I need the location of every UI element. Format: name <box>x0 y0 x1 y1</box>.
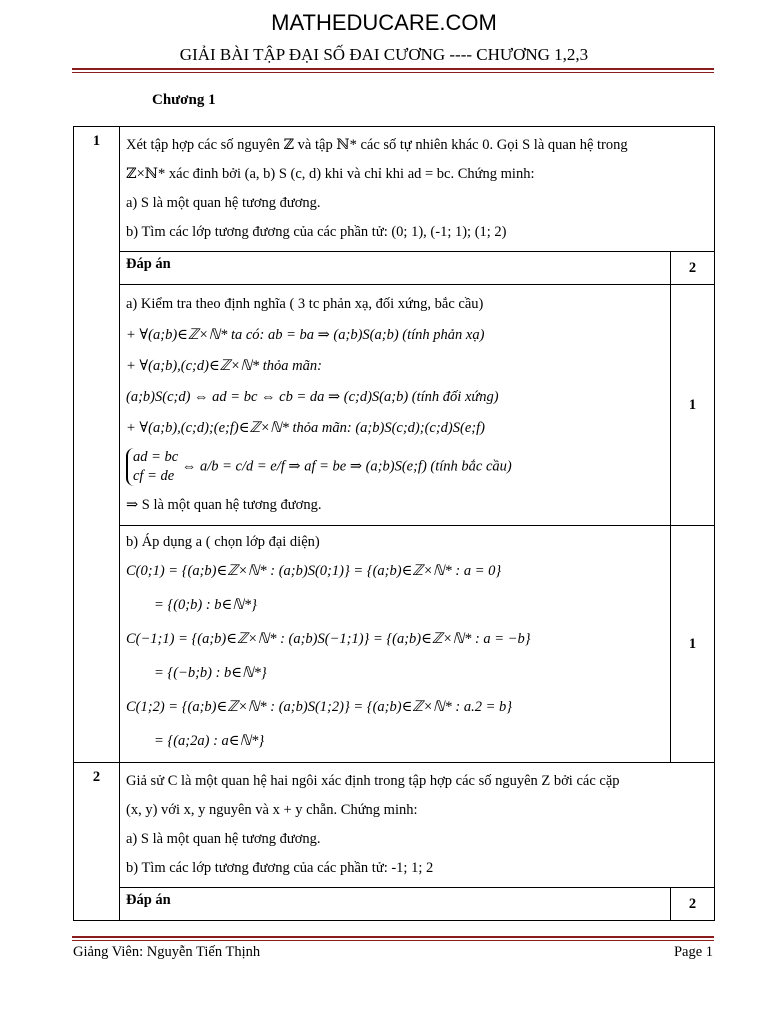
solution-line: a) Kiểm tra theo định nghĩa ( 3 tc phản xạ, đối xứng, bắc cầu) <box>126 296 484 312</box>
part-a-row <box>74 285 715 526</box>
solution-line: + ∀(a;b),(c;d)∈ℤ×ℕ* thỏa mãn: <box>126 358 322 374</box>
transitive-line <box>126 448 664 486</box>
part-b-points: 1 <box>671 526 715 763</box>
problem-number: 1 <box>74 127 120 763</box>
answer-label: Đáp án <box>120 252 671 285</box>
statement-line: Xét tập hợp các số nguyên ℤ và tập ℕ* các số tự nhiên khác 0. Gọi S là quan hệ trong <box>126 137 628 153</box>
header-rule-thin <box>72 72 714 73</box>
solution-line: = {(a;2a) : a∈ℕ*} <box>154 733 265 749</box>
equation-system: ad = bc cf = de <box>126 448 178 486</box>
part-a-solution <box>120 285 671 526</box>
solution-line: ⇔ a/b = c/d = e/f ⇒ af = be ⇒ (a;b)S(e;f) (tính bắc cầu) <box>181 458 512 475</box>
answer-label: Đáp án <box>120 888 671 921</box>
part-a-points: 1 <box>671 285 715 526</box>
site-name: MATHEDUCARE.COM <box>271 10 497 35</box>
statement-line: a) S là một quan hệ tương đương. <box>126 195 321 211</box>
solution-line: + ∀(a;b)∈ℤ×ℕ* ta có: ab = ba ⇒ (a;b)S(a;b) (tính phản xạ) <box>126 327 485 343</box>
solution-line: + ∀(a;b),(c;d);(e;f)∈ℤ×ℕ* thỏa mãn: (a;b)S(c;d);(c;d)S(e;f) <box>126 420 485 436</box>
document-title: GIẢI BÀI TẬP ĐẠI SỐ ĐAI CƯƠNG ---- CHƯƠNG 1,2,3 <box>179 45 589 64</box>
solution-line: C(1;2) = {(a;b)∈ℤ×ℕ* : (a;b)S(1;2)} = {(a;b)∈ℤ×ℕ* : a.2 = b} <box>126 699 513 715</box>
statement-line: (x, y) với x, y nguyên và x + y chẵn. Chứng minh: <box>126 802 418 818</box>
solution-line: = {(0;b) : b∈ℕ*} <box>154 597 257 613</box>
solution-line: (a;b)S(c;d) ⇔ ad = bc ⇔ cb = da ⇒ (c;d)S(a;b) (tính đối xứng) <box>126 389 499 405</box>
problem-1-row <box>74 127 715 252</box>
answer-header-row <box>74 252 715 285</box>
solution-line: ⇒ S là một quan hệ tương đương. <box>126 497 322 513</box>
chapter-heading: Chương 1 <box>152 92 216 108</box>
part-b-row <box>74 526 715 763</box>
solution-line: C(0;1) = {(a;b)∈ℤ×ℕ* : (a;b)S(0;1)} = {(a;b)∈ℤ×ℕ* : a = 0} <box>126 563 502 579</box>
author-credit: Giảng Viên: Nguyễn Tiến Thịnh <box>73 944 261 960</box>
footer-rule <box>72 936 714 938</box>
statement-line: Giả sử C là một quan hệ hai ngôi xác định trong tập hợp các số nguyên Z bởi các cặp <box>126 773 620 789</box>
page-number: Page 1 <box>673 944 713 960</box>
exercise-table <box>73 126 715 921</box>
statement-line: b) Tìm các lớp tương đương của các phần tử: (0; 1), (-1; 1); (1; 2) <box>126 224 507 240</box>
problem-statement <box>120 127 715 252</box>
statement-line: b) Tìm các lớp tương đương của các phần tử: -1; 1; 2 <box>126 860 434 876</box>
part-b-solution <box>120 526 671 763</box>
answer-points: 2 <box>671 888 715 921</box>
problem-number: 2 <box>74 763 120 921</box>
statement-line: ℤ×ℕ* xác đinh bởi (a, b) S (c, d) khi và chỉ khi ad = bc. Chứng minh: <box>126 166 535 182</box>
problem-statement <box>120 763 715 888</box>
solution-line: = {(−b;b) : b∈ℕ*} <box>154 665 267 681</box>
answer-header-row <box>74 888 715 921</box>
statement-line: a) S là một quan hệ tương đương. <box>126 831 321 847</box>
solution-line: b) Áp dụng a ( chọn lớp đại diện) <box>126 534 320 550</box>
header-rule <box>72 68 714 70</box>
solution-line: C(−1;1) = {(a;b)∈ℤ×ℕ* : (a;b)S(−1;1)} = {(a;b)∈ℤ×ℕ* : a = −b} <box>126 631 531 647</box>
problem-2-row <box>74 763 715 888</box>
footer-rule-thin <box>72 940 714 941</box>
answer-points: 2 <box>671 252 715 285</box>
